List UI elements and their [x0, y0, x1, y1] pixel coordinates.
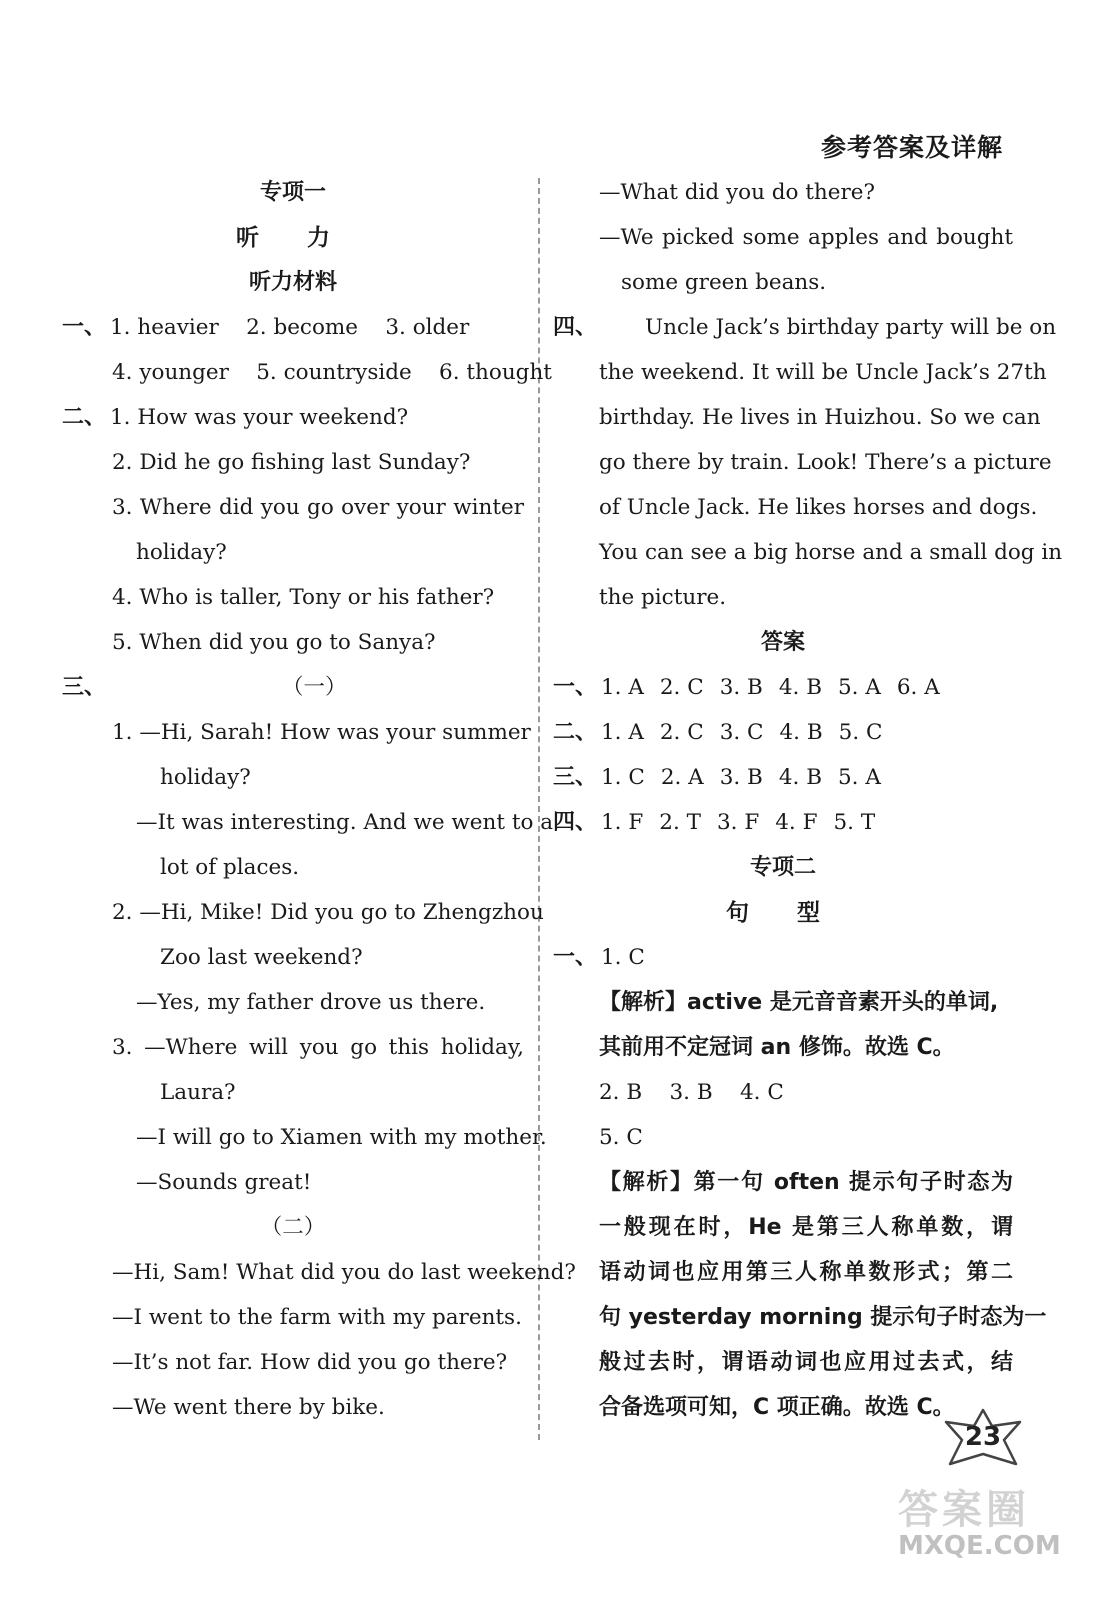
question-text: 5. When did you go to Sanya? [112, 630, 436, 655]
dialog-text: lot of places. [160, 855, 300, 880]
dialog-text: 1. —Hi, Sarah! How was your summer [112, 720, 531, 745]
answer-item: 4. F [775, 810, 818, 835]
answers-heading: 答案 [760, 629, 805, 655]
part-number: 三、 [553, 764, 598, 790]
part-one-line [62, 305, 524, 350]
word-list: 4. younger 5. countryside 6. thought [112, 360, 552, 385]
analysis-text: 【解析】第一句 often 提示句子时态为 [599, 1170, 1013, 1195]
question-text: 3. Where did you go over your winter [112, 495, 524, 520]
right-column [553, 170, 1063, 1430]
answer-item: 1. F [601, 810, 644, 835]
section-heading: 专项一 [259, 179, 326, 205]
watermark-logo: 答案圈 [898, 1487, 1030, 1533]
section-title: 听 力 [235, 224, 350, 251]
dialog-text: 3. —Where will you go this holiday, [112, 1035, 524, 1060]
dialog-text: Zoo last weekend? [160, 945, 363, 970]
analysis-text: 合备选项可知，C 项正确。故选 C。 [599, 1395, 955, 1420]
question-text: 2. Did he go fishing last Sunday? [112, 450, 471, 475]
dialog-text: —It was interesting. And we went to a [136, 810, 554, 835]
dialog-text: —Sounds great! [136, 1170, 312, 1195]
part-two-line [62, 395, 524, 440]
answer-item: 5. T [833, 810, 876, 835]
part-number: 二、 [62, 404, 107, 430]
answer-row [553, 710, 1013, 755]
answer-row [553, 665, 1013, 710]
page-number: 23 [964, 1422, 1002, 1452]
answer-item: 2. A [660, 765, 704, 790]
left-column [62, 170, 576, 1430]
part-number: 一、 [62, 314, 107, 340]
answer-line: 2. B 3. B 4. C [599, 1080, 784, 1105]
answer-item: 2. C [659, 720, 704, 745]
question-text: 4. Who is taller, Tony or his father? [112, 585, 495, 610]
passage-text: the picture. [599, 585, 727, 610]
subpart-label: （一） [282, 675, 347, 700]
dialog-text: —I went to the farm with my parents. [112, 1305, 522, 1330]
watermark [898, 1478, 1098, 1588]
answer-row [553, 800, 1013, 845]
passage-text: go there by train. Look! There’s a picture [599, 450, 1052, 475]
dialog-text: —We went there by bike. [112, 1395, 385, 1420]
part-four-line [553, 305, 1057, 350]
dialog-text: —Hi, Sam! What did you do last weekend? [112, 1260, 576, 1285]
dialog-text: Laura? [160, 1080, 236, 1105]
answer-row [553, 755, 1013, 800]
part-number: 一、 [553, 674, 598, 700]
answer-item: 3. B [719, 765, 763, 790]
subpart-label: （二） [260, 1215, 326, 1240]
answer-item: 2. C [659, 675, 704, 700]
passage-text: birthday. He lives in Huizhou. So we can [599, 405, 1041, 430]
part-number: 四、 [553, 314, 598, 340]
answer-item: 4. B [779, 720, 823, 745]
part-three-line [62, 665, 524, 710]
answer-item: 1. A [601, 675, 644, 700]
answer-item: 5. A [838, 765, 881, 790]
answer-item: 4. B [778, 675, 822, 700]
analysis-text: 其前用不定冠词 an 修饰。故选 C。 [599, 1035, 955, 1060]
dialog-text: —I will go to Xiamen with my mother. [136, 1125, 547, 1150]
word-list: 1. heavier 2. become 3. older [110, 315, 470, 340]
part-number: 三、 [62, 674, 107, 700]
dialog-text: —What did you do there? [599, 180, 876, 205]
answer-line: 5. C [599, 1125, 643, 1150]
answer-item: 4. B [778, 765, 822, 790]
passage-text: Uncle Jack’s birthday party will be on [645, 315, 1057, 340]
analysis-text: 一般现在时，He 是第三人称单数，谓 [599, 1215, 1013, 1240]
question-text: holiday? [136, 540, 227, 565]
section-title: 句 型 [725, 899, 840, 926]
dialog-text: some green beans. [621, 270, 827, 295]
section-heading: 专项二 [749, 854, 816, 880]
analysis-text: 般过去时，谓语动词也应用过去式，结 [599, 1350, 1013, 1375]
dialog-text: holiday? [160, 765, 251, 790]
analysis-text: 【解析】active 是元音音素开头的单词, [599, 990, 999, 1015]
passage-text: of Uncle Jack. He likes horses and dogs. [599, 495, 1038, 520]
passage-text: You can see a big horse and a small dog in [599, 540, 1063, 565]
passage-text: the weekend. It will be Uncle Jack’s 27th [599, 360, 1047, 385]
answer-item: 1. C [601, 765, 645, 790]
part-number: 四、 [553, 809, 598, 835]
sentence-part-one [553, 935, 1013, 980]
answer-item: 3. F [716, 810, 760, 835]
dialog-text: —It’s not far. How did you go there? [112, 1350, 508, 1375]
answer-item: 6. A [896, 675, 940, 700]
dialog-text: —We picked some apples and bought [599, 225, 1013, 250]
watermark-url: MXQE.COM [898, 1531, 1061, 1561]
section-subtitle: 听力材料 [248, 269, 337, 295]
answer-item: 5. A [838, 675, 881, 700]
answer-item: 1. A [601, 720, 644, 745]
answer-item: 5. C [838, 720, 883, 745]
answer-item: 1. C [601, 945, 645, 970]
part-number: 一、 [553, 944, 598, 970]
part-number: 二、 [553, 719, 598, 745]
page-number-badge [942, 1408, 1024, 1470]
answer-item: 3. B [719, 675, 763, 700]
dialog-text: —Yes, my father drove us there. [136, 990, 486, 1015]
dialog-text: 2. —Hi, Mike! Did you go to Zhengzhou [112, 900, 544, 925]
analysis-text: 句 yesterday morning 提示句子时态为一 [599, 1305, 1047, 1330]
question-text: 1. How was your weekend? [110, 405, 409, 430]
answer-item: 3. C [719, 720, 764, 745]
analysis-text: 语动词也应用第三人称单数形式；第二 [599, 1260, 1013, 1285]
page-header-title: 参考答案及详解 [820, 133, 1003, 162]
answer-item: 2. T [659, 810, 701, 835]
